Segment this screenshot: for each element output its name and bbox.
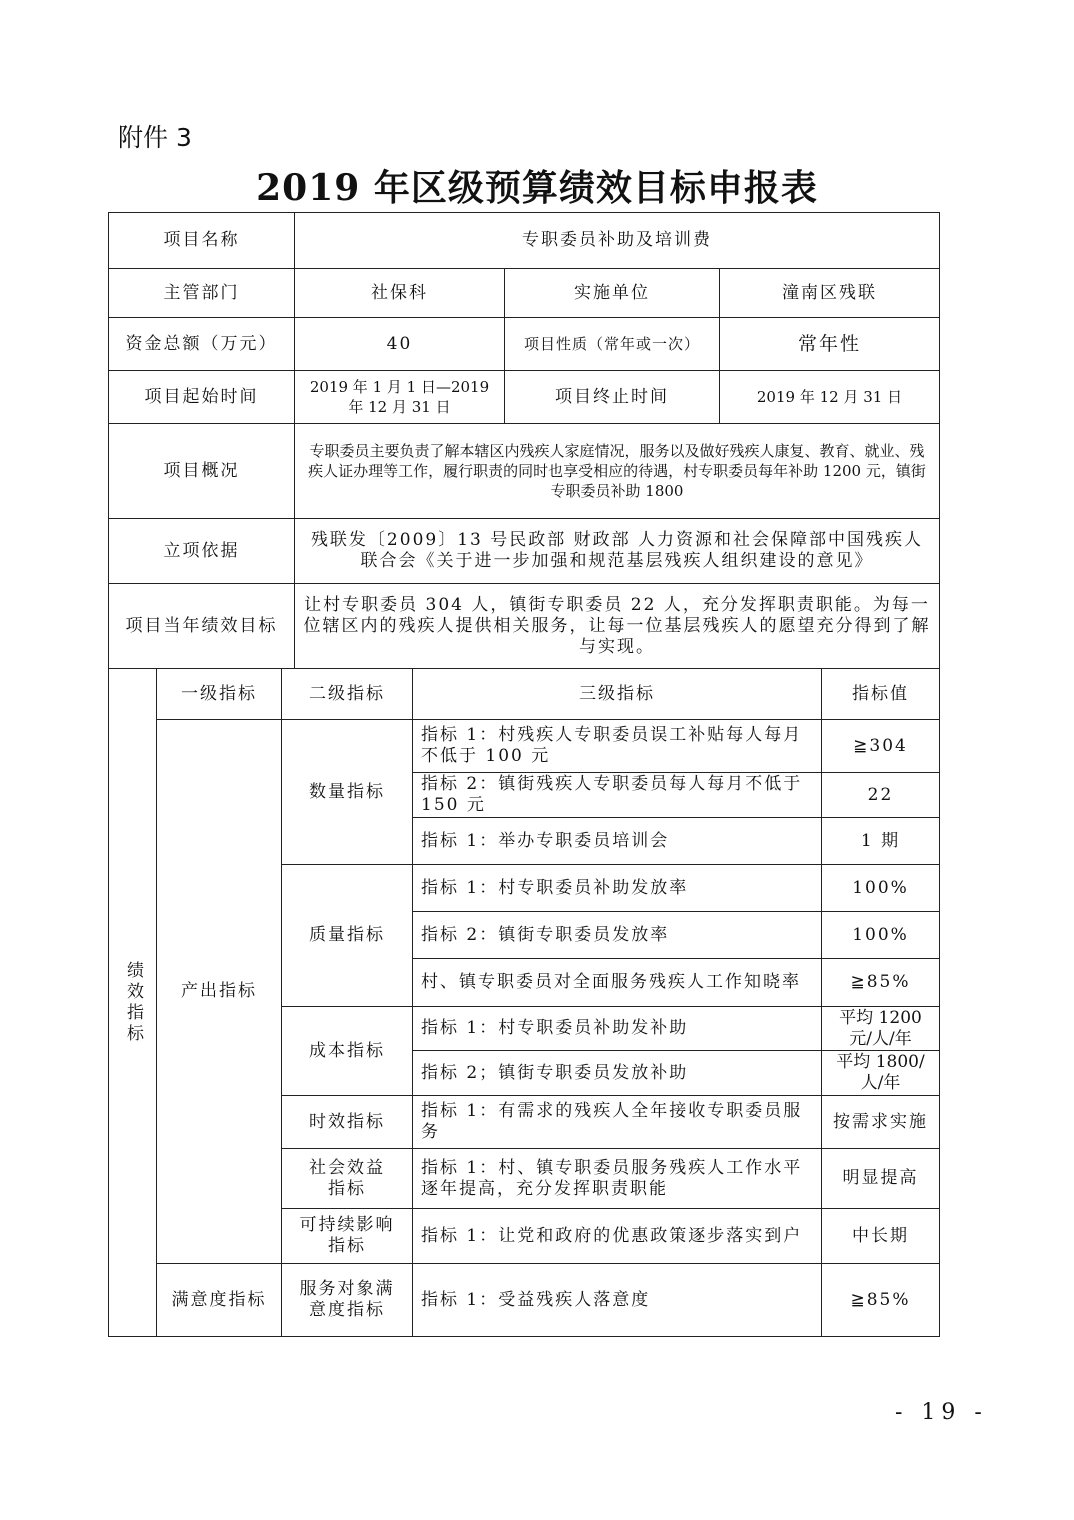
basis-label: 立项依据 [109, 519, 295, 584]
indicator-text: 村、镇专职委员对全面服务残疾人工作知晓率 [413, 959, 822, 1007]
header-value: 指标值 [822, 669, 940, 720]
header-level2: 二级指标 [282, 669, 413, 720]
indicator-value: 平均 1800/人/年 [822, 1051, 940, 1096]
impl-unit-label: 实施单位 [505, 269, 720, 318]
indicator-value: ≧85% [822, 959, 940, 1007]
basis: 残联发〔2009〕13 号民政部 财政部 人力资源和社会保障部中国残疾人联合会《关于进一步加强和规范基层残疾人组织建设的意见》 [295, 519, 940, 584]
indicator-text: 指标 1：村专职委员补助发放率 [413, 865, 822, 912]
indicator-text: 指标 1：让党和政府的优惠政策逐步落实到户 [413, 1209, 822, 1264]
level2-social: 社会效益指标 [282, 1149, 413, 1209]
level2-sustainability: 可持续影响指标 [282, 1209, 413, 1264]
nature: 常年性 [720, 318, 940, 371]
level2-quality: 质量指标 [282, 865, 413, 1007]
indicator-text: 指标 1：村残疾人专职委员误工补贴每人每月不低于 100 元 [413, 720, 822, 773]
end: 2019 年 12 月 31 日 [720, 371, 940, 424]
start: 2019 年 1 月 1 日—2019 年 12 月 31 日 [295, 371, 505, 424]
overview: 专职委员主要负责了解本辖区内残疾人家庭情况，服务以及做好残疾人康复、教育、就业、残疾人证办理等工作，履行职责的同时也享受相应的待遇，村专职委员每年补助 1200 元，镇街专职委员补助 1800 [295, 424, 940, 519]
fund: 40 [295, 318, 505, 371]
goal: 让村专职委员 304 人，镇街专职委员 22 人，充分发挥职责职能。为每一位辖区内的残疾人提供相关服务，让每一位基层残疾人的愿望充分得到了解与实现。 [295, 584, 940, 669]
header-level3: 三级指标 [413, 669, 822, 720]
dept-label: 主管部门 [109, 269, 295, 318]
level2-timeliness: 时效指标 [282, 1096, 413, 1149]
start-label: 项目起始时间 [109, 371, 295, 424]
end-label: 项目终止时间 [505, 371, 720, 424]
level1-output: 产出指标 [157, 720, 282, 1264]
nature-label: 项目性质（常年或一次） [505, 318, 720, 371]
indicator-value: 按需求实施 [822, 1096, 940, 1149]
section-label: 绩效指标 [109, 669, 157, 1337]
indicator-text: 指标 1：村专职委员补助发补助 [413, 1007, 822, 1051]
project-info-table [108, 212, 940, 669]
attachment-label: 附件 3 [118, 123, 192, 152]
project-name: 专职委员补助及培训费 [295, 213, 940, 269]
indicator-text: 指标 2：镇街残疾人专职委员每人每月不低于 150 元 [413, 773, 822, 818]
indicator-text: 指标 1：村、镇专职委员服务残疾人工作水平逐年提高，充分发挥职责职能 [413, 1149, 822, 1209]
goal-label: 项目当年绩效目标 [109, 584, 295, 669]
indicator-value: 22 [822, 773, 940, 818]
fund-label: 资金总额（万元） [109, 318, 295, 371]
indicator-value: 100% [822, 912, 940, 959]
indicator-text: 指标 2：镇街专职委员发放率 [413, 912, 822, 959]
level2-quantity: 数量指标 [282, 720, 413, 865]
indicator-value: 明显提高 [822, 1149, 940, 1209]
indicator-value: ≧304 [822, 720, 940, 773]
page-title: 2019 年区级预算绩效目标申报表 [256, 167, 818, 209]
indicator-text: 指标 1：有需求的残疾人全年接收专职委员服务 [413, 1096, 822, 1149]
level1-satisfaction: 满意度指标 [157, 1264, 282, 1337]
indicator-text: 指标 2；镇街专职委员发放补助 [413, 1051, 822, 1096]
level2-satisfaction: 服务对象满意度指标 [282, 1264, 413, 1337]
indicator-value: ≧85% [822, 1264, 940, 1337]
page-number: - 19 - [895, 1400, 988, 1425]
indicator-value: 中长期 [822, 1209, 940, 1264]
indicator-value: 1 期 [822, 818, 940, 865]
indicator-value: 100% [822, 865, 940, 912]
level2-cost: 成本指标 [282, 1007, 413, 1096]
impl-unit: 潼南区残联 [720, 269, 940, 318]
indicator-value: 平均 1200 元/人/年 [822, 1007, 940, 1051]
overview-label: 项目概况 [109, 424, 295, 519]
dept: 社保科 [295, 269, 505, 318]
indicator-text: 指标 1：举办专职委员培训会 [413, 818, 822, 865]
indicator-text: 指标 1：受益残疾人落意度 [413, 1264, 822, 1337]
project-name-label: 项目名称 [109, 213, 295, 269]
indicator-table [108, 668, 940, 1337]
header-level1: 一级指标 [157, 669, 282, 720]
